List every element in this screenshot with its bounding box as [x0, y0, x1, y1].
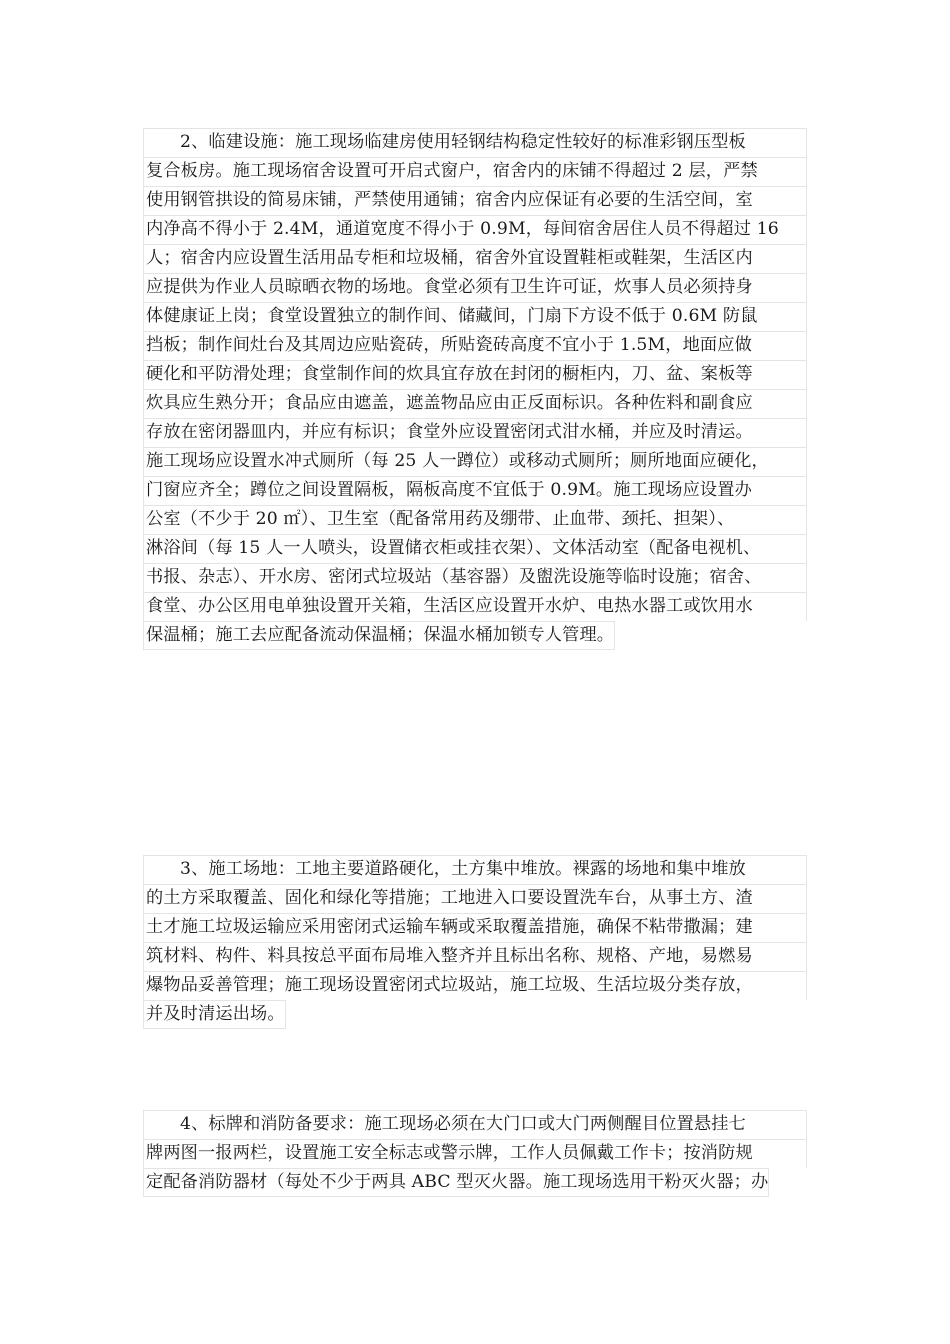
- text-line: 爆物品妥善管理；施工现场设置密闭式垃圾站，施工垃圾、生活垃圾分类存放，: [143, 971, 807, 1000]
- text-line: 施工现场应设置水冲式厕所（每 25 人一蹲位）或移动式厕所；厕所地面应硬化，: [143, 447, 807, 476]
- text-line: 内净高不得小于 2.4M，通道宽度不得小于 0.9M，每间宿舍居住人员不得超过 16: [143, 215, 807, 244]
- text-line: 食堂、办公区用电单独设置开关箱，生活区应设置开水炉、电热水器工或饮用水: [143, 592, 807, 621]
- text-line: 并及时清运出场。: [143, 1000, 286, 1029]
- text-line: 炊具应生熟分开；食品应由遮盖，遮盖物品应由正反面标识。各种佐料和副食应: [143, 389, 807, 418]
- text-line: 淋浴间（每 15 人一人喷头，设置储衣柜或挂衣架）、文体活动室（配备电视机、: [143, 534, 807, 563]
- text-line: 挡板；制作间灶台及其周边应贴瓷砖，所贴瓷砖高度不宜小于 1.5M，地面应做: [143, 331, 807, 360]
- text-line: 筑材料、构件、料具按总平面布局堆入整齐并且标出名称、规格、产地，易燃易: [143, 942, 807, 971]
- text-line: 保温桶；施工去应配备流动保温桶；保温水桶加锁专人管理。: [143, 621, 615, 650]
- text-line: 4、标牌和消防备要求：施工现场必须在大门口或大门两侧醒目位置悬挂七: [143, 1110, 807, 1139]
- text-line: 应提供为作业人员晾晒衣物的场地。食堂必须有卫生许可证，炊事人员必须持身: [143, 273, 807, 302]
- text-line: 3、施工场地：工地主要道路硬化，土方集中堆放。裸露的场地和集中堆放: [143, 855, 807, 884]
- text-line: 2、临建设施：施工现场临建房使用轻钢结构稳定性较好的标准彩钢压型板: [143, 128, 807, 157]
- text-line: 体健康证上岗；食堂设置独立的制作间、储藏间，门扇下方设不低于 0.6M 防鼠: [143, 302, 807, 331]
- text-line: 土才施工垃圾运输应采用密闭式运输车辆或采取覆盖措施，确保不粘带撒漏；建: [143, 913, 807, 942]
- paragraph-construction-site: [143, 855, 807, 1033]
- paragraph-temporary-facilities: [143, 128, 807, 654]
- text-line: 定配备消防器材（每处不少于两具 ABC 型灭火器。施工现场选用干粉灭火器；办: [143, 1168, 769, 1197]
- text-line: 的土方采取覆盖、固化和绿化等措施；工地进入口要设置洗车台，从事土方、渣: [143, 884, 807, 913]
- text-line: 公室（不少于 20 ㎡）、卫生室（配备常用药及绷带、止血带、颈托、担架）、: [143, 505, 807, 534]
- text-line: 牌两图一报两栏，设置施工安全标志或警示牌，工作人员佩戴工作卡；按消防规: [143, 1139, 807, 1168]
- text-line: 硬化和平防滑处理；食堂制作间的炊具宜存放在封闭的橱柜内，刀、盆、案板等: [143, 360, 807, 389]
- text-line: 门窗应齐全；蹲位之间设置隔板，隔板高度不宜低于 0.9M。施工现场应设置办: [143, 476, 807, 505]
- text-line: 人；宿舍内应设置生活用品专柜和垃圾桶，宿舍外宜设置鞋柜或鞋架，生活区内: [143, 244, 807, 273]
- text-line: 复合板房。施工现场宿舍设置可开启式窗户，宿舍内的床铺不得超过 2 层，严禁: [143, 157, 807, 186]
- text-line: 使用钢管拱设的简易床铺，严禁使用通铺；宿舍内应保证有必要的生活空间，室: [143, 186, 807, 215]
- paragraph-signage-fire-safety: [143, 1110, 807, 1201]
- text-line: 存放在密闭器皿内，并应有标识；食堂外应设置密闭式泔水桶，并应及时清运。: [143, 418, 807, 447]
- text-line: 书报、杂志）、开水房、密闭式垃圾站（基容器）及盥洗设施等临时设施；宿舍、: [143, 563, 807, 592]
